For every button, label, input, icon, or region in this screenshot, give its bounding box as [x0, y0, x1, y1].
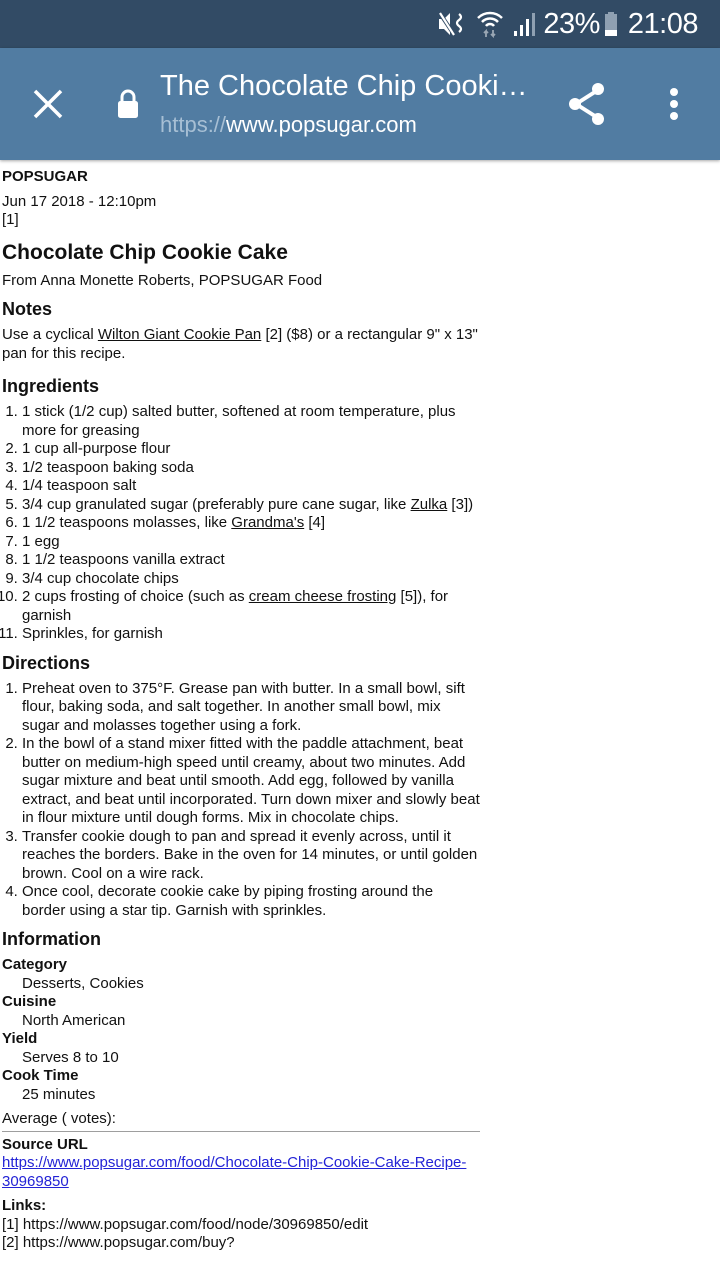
average-rating: Average ( votes): — [2, 1110, 480, 1132]
recipe-title: Chocolate Chip Cookie Cake — [2, 240, 288, 264]
notes-text-after: [2] ($8) or a rectangular 9" x 13" pan for this recipe. — [2, 326, 478, 362]
ingredient-text: [3]) — [447, 495, 474, 513]
ingredient-item — [22, 533, 480, 552]
ingredient-item — [22, 477, 480, 496]
ingredient-text: 1 cup all-purpose flour — [22, 440, 171, 457]
more-options-button[interactable] — [660, 80, 688, 128]
directions-heading: Directions — [2, 652, 91, 673]
ingredient-text: 2 cups frosting of choice (such as — [22, 588, 249, 605]
url-display[interactable] — [160, 112, 417, 138]
direction-step: 3. Transfer cookie dough to pan and spread it evenly across, until it reaches the borders. Bake in the oven for 14 minutes, or until golden brown. Cool on a wire rack. — [22, 828, 480, 884]
ingredient-item — [22, 459, 480, 478]
info-cuisine — [2, 993, 480, 1030]
battery-icon — [604, 10, 618, 38]
ingredients-heading: Ingredients — [2, 376, 100, 396]
ingredients-list — [2, 403, 480, 644]
link-item[interactable]: [1] https://www.popsugar.com/food/node/30969850/edit — [2, 1215, 369, 1233]
clock: 21:08 — [627, 7, 698, 40]
ingredient-text: 3/4 cup chocolate chips — [22, 569, 179, 587]
notes-link[interactable]: Wilton Giant Cookie Pan — [97, 326, 262, 343]
article-content — [2, 160, 480, 1253]
ingredient-link[interactable]: Zulka — [410, 495, 448, 513]
ingredient-text: 1/2 teaspoon baking soda — [22, 458, 194, 476]
ingredient-link[interactable]: Grandma's — [231, 514, 305, 531]
ingredient-link[interactable]: cream cheese frosting — [248, 588, 397, 605]
info-category — [2, 956, 480, 993]
notes-text — [2, 326, 480, 363]
custom-tab-toolbar — [0, 48, 720, 160]
direction-step: 4. Once cool, decorate cookie cake by piping frosting around the border using a star tip. Garnish with sprinkles. — [22, 883, 480, 920]
info-yield — [2, 1030, 480, 1067]
reference-marker: [1] — [2, 211, 19, 228]
info-value: North American — [22, 1011, 126, 1029]
ingredient-item — [22, 570, 480, 589]
direction-step: 1. Preheat oven to 375°F. Grease pan with butter. In a small bowl, sift flour, baking soda, and salt together. In another small bowl, mix sugar and molasses together using a fork. — [22, 680, 480, 736]
ingredient-text: 1/4 teaspoon salt — [22, 477, 137, 494]
info-label: Yield — [2, 1030, 38, 1047]
info-label: Cuisine — [2, 993, 57, 1010]
ingredient-text: 1 stick (1/2 cup) salted butter, softened at room temperature, plus more for greasing — [22, 403, 456, 439]
more-vert-icon — [660, 80, 688, 128]
info-label: Category — [2, 956, 68, 973]
notes-text-before: Use a cyclical — [2, 326, 98, 343]
ingredient-text: 3/4 cup granulated sugar (preferably pure cane sugar, like — [22, 495, 411, 513]
ingredient-text: [5]), for garnish — [22, 588, 449, 624]
ingredient-item — [22, 440, 480, 459]
ingredient-text: 1 egg — [22, 532, 60, 550]
lock-icon — [114, 88, 142, 120]
ingredient-text: 1 1/2 teaspoons molasses, like — [22, 514, 232, 531]
info-label: Cook Time — [2, 1067, 79, 1084]
links-label: Links: — [2, 1197, 47, 1214]
share-icon — [564, 78, 612, 130]
ingredient-item — [22, 514, 480, 533]
ingredient-item — [22, 625, 480, 644]
ingredient-item — [22, 551, 480, 570]
source-url-link[interactable]: https://www.popsugar.com/food/Chocolate-Chip-Cookie-Cake-Recipe-30969850 — [2, 1154, 467, 1190]
ingredient-item — [22, 403, 480, 440]
publish-date: Jun 17 2018 - 12:10pm — [2, 192, 157, 210]
link-item[interactable]: [2] https://www.popsugar.com/buy? — [2, 1234, 235, 1251]
share-button[interactable] — [564, 78, 612, 130]
ingredient-item — [22, 496, 480, 515]
directions-list — [2, 680, 480, 921]
signal-icon — [513, 10, 537, 38]
ingredient-text: 1 1/2 teaspoons vanilla extract — [22, 551, 225, 568]
page-title: The Chocolate Chip Cooki… — [160, 70, 528, 102]
battery-percent: 23% — [543, 7, 600, 40]
direction-step: 2. In the bowl of a stand mixer fitted with the paddle attachment, beat butter on medium-high speed until creamy, about two minutes. Add sugar mixture and beat until smooth. Add egg, followed by vanilla extract, and beat until incorporated. Turn down mixer and slowly beat in flour mixture until dough forms. Mix in chocolate chips. — [22, 735, 480, 828]
ingredient-text: [4] — [304, 514, 326, 531]
notes-heading: Notes — [2, 299, 53, 319]
source-url-label: Source URL — [2, 1135, 88, 1153]
mute-vibrate-icon — [437, 10, 467, 38]
info-value: Desserts, Cookies — [22, 974, 144, 992]
info-value: Serves 8 to 10 — [22, 1048, 119, 1066]
byline: From Anna Monette Roberts, POPSUGAR Food — [2, 271, 323, 289]
site-name: POPSUGAR — [2, 168, 88, 185]
wifi-icon — [477, 10, 503, 38]
ingredient-item — [22, 588, 480, 625]
info-cook-time — [2, 1067, 480, 1104]
url-scheme: https:// — [160, 112, 227, 137]
close-icon — [26, 82, 70, 126]
url-host: www.popsugar.com — [226, 112, 417, 137]
close-button[interactable] — [26, 82, 70, 126]
ingredient-text: Sprinkles, for garnish — [22, 625, 163, 642]
status-bar — [0, 0, 720, 48]
info-value: 25 minutes — [22, 1085, 96, 1103]
information-heading: Information — [2, 929, 101, 949]
